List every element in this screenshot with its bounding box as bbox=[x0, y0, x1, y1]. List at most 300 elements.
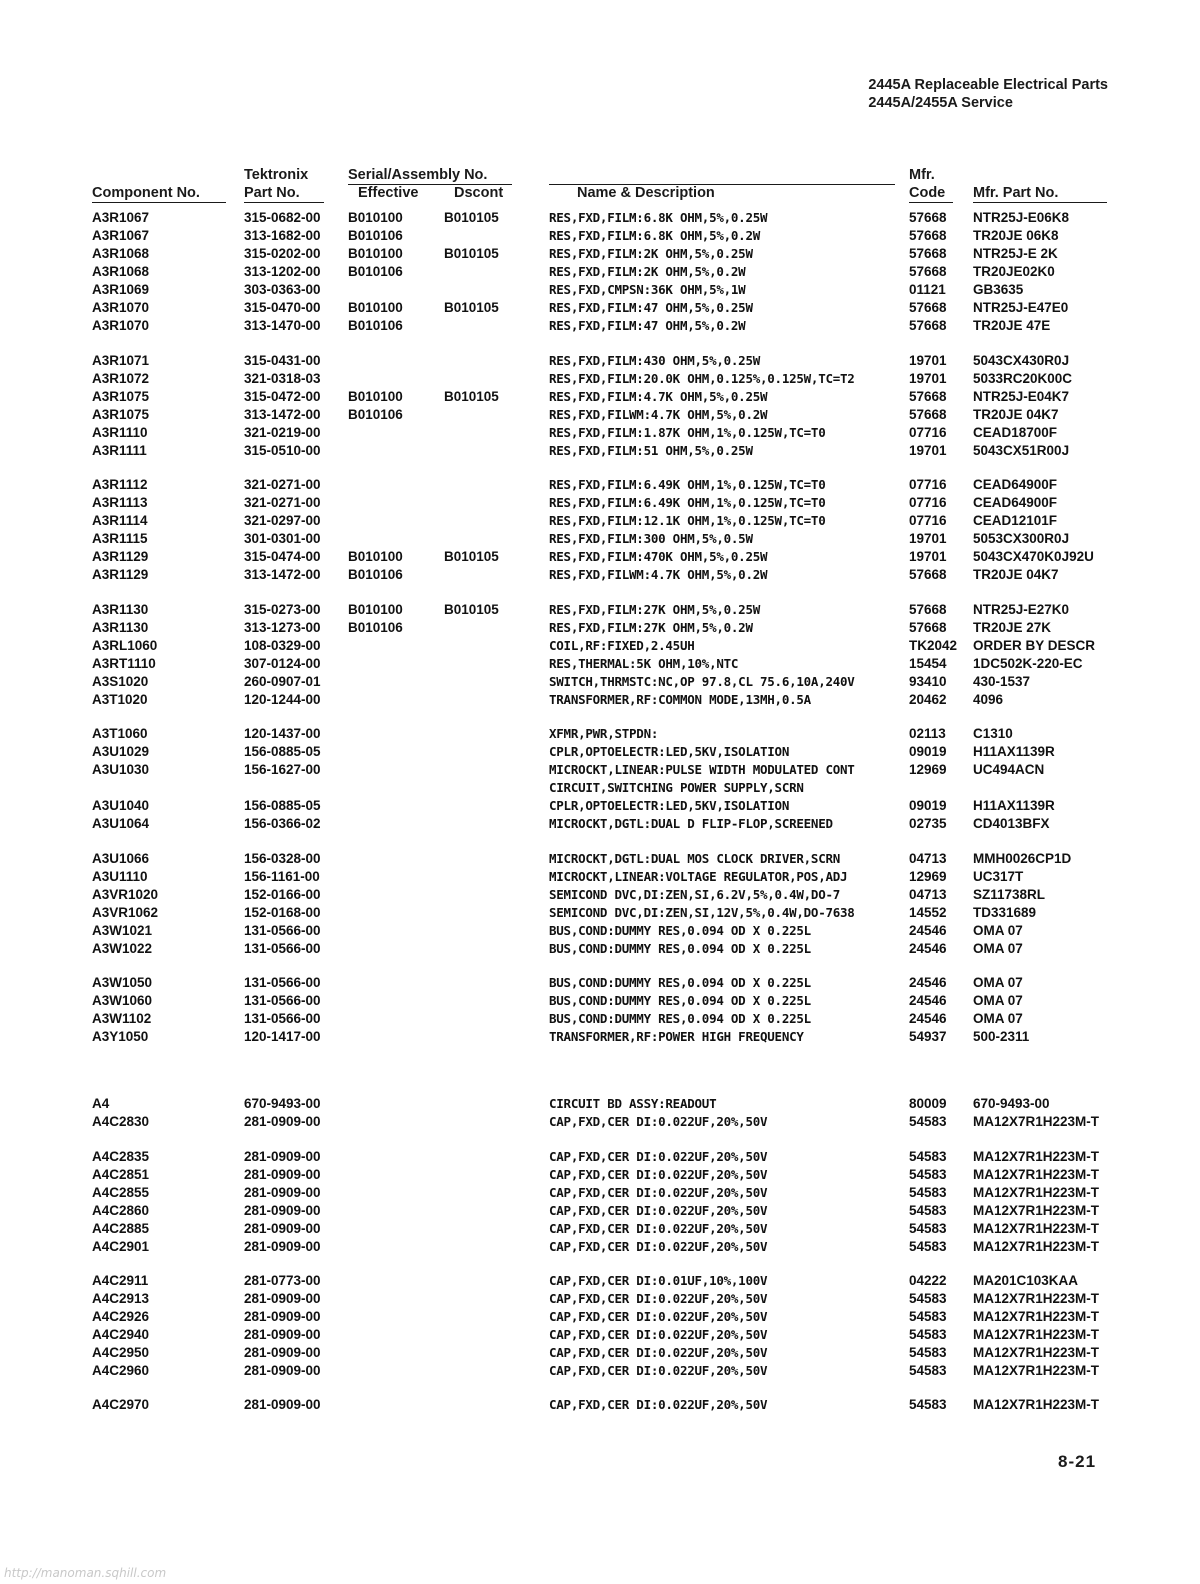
cell-description: CIRCUIT BD ASSY:READOUT bbox=[549, 1096, 717, 1111]
cell-part-no: 281-0909-00 bbox=[244, 1327, 321, 1342]
table-row bbox=[0, 281, 1200, 299]
cell-part-no: 281-0909-00 bbox=[244, 1309, 321, 1324]
cell-mfr-part-no: H11AX1139R bbox=[973, 744, 1055, 759]
table-row bbox=[0, 992, 1200, 1010]
cell-mfr-code: 57668 bbox=[909, 602, 947, 617]
cell-component-no: A4C2913 bbox=[92, 1291, 150, 1306]
cell-mfr-code: 24546 bbox=[909, 975, 947, 990]
table-row bbox=[0, 743, 1200, 761]
col-head-dscont: Dscont bbox=[454, 185, 504, 201]
cell-part-no: 131-0566-00 bbox=[244, 923, 321, 938]
cell-component-no: A4C2926 bbox=[92, 1309, 150, 1324]
cell-component-no: A4C2860 bbox=[92, 1203, 150, 1218]
table-row bbox=[0, 725, 1200, 743]
cell-dscont: B010105 bbox=[444, 300, 499, 315]
table-row bbox=[0, 494, 1200, 512]
cell-part-no: 281-0909-00 bbox=[244, 1185, 321, 1200]
cell-mfr-code: 93410 bbox=[909, 674, 947, 689]
table-row bbox=[0, 601, 1200, 619]
cell-component-no: A4C2960 bbox=[92, 1363, 150, 1378]
col-head-mfr-part-no: Mfr. Part No. bbox=[973, 184, 1107, 203]
cell-component-no: A4C2970 bbox=[92, 1397, 150, 1412]
cell-mfr-code: 54583 bbox=[909, 1291, 947, 1306]
cell-effective: B010106 bbox=[348, 264, 403, 279]
table-row bbox=[0, 850, 1200, 868]
cell-component-no: A3W1050 bbox=[92, 975, 153, 990]
cell-component-no: A4C2885 bbox=[92, 1221, 150, 1236]
cell-mfr-part-no: 5043CX470K0J92U bbox=[973, 549, 1094, 564]
cell-mfr-part-no: TR20JE02K0 bbox=[973, 264, 1055, 279]
cell-dscont: B010105 bbox=[444, 246, 499, 261]
cell-mfr-code: 24546 bbox=[909, 993, 947, 1008]
cell-component-no: A3RL1060 bbox=[92, 638, 158, 653]
cell-description: RES,FXD,FILWM:4.7K OHM,5%,0.2W bbox=[549, 567, 768, 582]
cell-description: RES,FXD,FILM:47 OHM,5%,0.25W bbox=[549, 300, 753, 315]
cell-part-no: 313-1202-00 bbox=[244, 264, 321, 279]
cell-mfr-code: 54583 bbox=[909, 1309, 947, 1324]
cell-component-no: A3R1071 bbox=[92, 353, 150, 368]
cell-mfr-code: 57668 bbox=[909, 300, 947, 315]
cell-component-no: A3R1072 bbox=[92, 371, 150, 386]
cell-mfr-code: 19701 bbox=[909, 371, 947, 386]
cell-description: RES,FXD,FILM:300 OHM,5%,0.5W bbox=[549, 531, 753, 546]
cell-component-no: A3R1070 bbox=[92, 300, 150, 315]
cell-mfr-code: 09019 bbox=[909, 744, 947, 759]
cell-part-no: 670-9493-00 bbox=[244, 1096, 321, 1111]
cell-mfr-part-no: MA12X7R1H223M-T bbox=[973, 1327, 1100, 1342]
cell-description: BUS,COND:DUMMY RES,0.094 OD X 0.225L bbox=[549, 923, 811, 938]
cell-part-no: 152-0166-00 bbox=[244, 887, 321, 902]
cell-description: XFMR,PWR,STPDN: bbox=[549, 726, 659, 741]
cell-mfr-code: 02113 bbox=[909, 726, 946, 741]
cell-mfr-part-no: 5043CX430R0J bbox=[973, 353, 1070, 368]
header-title: 2445A Replaceable Electrical Parts bbox=[868, 77, 1108, 93]
cell-mfr-code: 07716 bbox=[909, 513, 947, 528]
table-row bbox=[0, 691, 1200, 709]
table-row bbox=[0, 1220, 1200, 1238]
cell-mfr-part-no: H11AX1139R bbox=[973, 798, 1055, 813]
cell-mfr-part-no: NTR25J-E47E0 bbox=[973, 300, 1069, 315]
cell-effective: B010100 bbox=[348, 389, 403, 404]
cell-description: RES,FXD,FILM:1.87K OHM,1%,0.125W,TC=T0 bbox=[549, 425, 826, 440]
cell-component-no: A3T1060 bbox=[92, 726, 148, 741]
cell-mfr-part-no: CEAD18700F bbox=[973, 425, 1058, 440]
cell-mfr-part-no: ORDER BY DESCR bbox=[973, 638, 1096, 653]
cell-component-no: A4C2830 bbox=[92, 1114, 150, 1129]
table-row bbox=[0, 209, 1200, 227]
cell-description: RES,FXD,FILM:2K OHM,5%,0.25W bbox=[549, 246, 753, 261]
table-row bbox=[0, 424, 1200, 442]
cell-component-no: A3U1030 bbox=[92, 762, 150, 777]
cell-mfr-code: 01121 bbox=[909, 282, 946, 297]
cell-mfr-part-no: MA12X7R1H223M-T bbox=[973, 1221, 1100, 1236]
cell-mfr-part-no: MA12X7R1H223M-T bbox=[973, 1167, 1100, 1182]
cell-mfr-part-no: TD331689 bbox=[973, 905, 1037, 920]
cell-mfr-part-no: 4096 bbox=[973, 692, 1004, 707]
cell-mfr-code: 24546 bbox=[909, 923, 947, 938]
cell-mfr-part-no: NTR25J-E 2K bbox=[973, 246, 1058, 261]
table-row bbox=[0, 940, 1200, 958]
cell-description: MICROCKT,LINEAR:VOLTAGE REGULATOR,POS,ADJ bbox=[549, 869, 848, 884]
cell-component-no: A3R1067 bbox=[92, 228, 150, 243]
table-row bbox=[0, 1308, 1200, 1326]
cell-component-no: A3U1040 bbox=[92, 798, 150, 813]
cell-mfr-code: 19701 bbox=[909, 353, 947, 368]
table-row bbox=[0, 442, 1200, 460]
cell-description: CAP,FXD,CER DI:0.022UF,20%,50V bbox=[549, 1203, 768, 1218]
cell-part-no: 260-0907-01 bbox=[244, 674, 321, 689]
cell-component-no: A3R1110 bbox=[92, 425, 148, 440]
cell-mfr-part-no: NTR25J-E04K7 bbox=[973, 389, 1070, 404]
cell-part-no: 281-0909-00 bbox=[244, 1167, 321, 1182]
cell-mfr-part-no: C1310 bbox=[973, 726, 1013, 741]
cell-mfr-code: 15454 bbox=[909, 656, 947, 671]
cell-description: CAP,FXD,CER DI:0.022UF,20%,50V bbox=[549, 1345, 768, 1360]
cell-mfr-code: 54583 bbox=[909, 1114, 947, 1129]
cell-mfr-code: 14552 bbox=[909, 905, 947, 920]
cell-component-no: A3U1064 bbox=[92, 816, 150, 831]
cell-part-no: 131-0566-00 bbox=[244, 1011, 321, 1026]
cell-mfr-part-no: 1DC502K-220-EC bbox=[973, 656, 1083, 671]
cell-mfr-part-no: MA12X7R1H223M-T bbox=[973, 1291, 1100, 1306]
table-row bbox=[0, 1272, 1200, 1290]
cell-component-no: A3R1115 bbox=[92, 531, 148, 546]
cell-mfr-part-no: UC317T bbox=[973, 869, 1024, 884]
cell-part-no: 303-0363-00 bbox=[244, 282, 321, 297]
cell-component-no: A3R1114 bbox=[92, 513, 148, 528]
cell-mfr-code: 12969 bbox=[909, 762, 947, 777]
cell-mfr-part-no: CEAD64900F bbox=[973, 495, 1058, 510]
cell-mfr-part-no: MA12X7R1H223M-T bbox=[973, 1239, 1100, 1254]
cell-part-no: 120-1244-00 bbox=[244, 692, 321, 707]
cell-effective: B010100 bbox=[348, 300, 403, 315]
cell-component-no: A4 bbox=[92, 1096, 110, 1111]
cell-mfr-part-no: 430-1537 bbox=[973, 674, 1031, 689]
cell-component-no: A3R1113 bbox=[92, 495, 148, 510]
cell-part-no: 281-0909-00 bbox=[244, 1239, 321, 1254]
cell-mfr-code: 19701 bbox=[909, 531, 947, 546]
cell-mfr-code: 04222 bbox=[909, 1273, 947, 1288]
table-row bbox=[0, 1344, 1200, 1362]
cell-component-no: A4C2835 bbox=[92, 1149, 150, 1164]
cell-mfr-part-no: MA12X7R1H223M-T bbox=[973, 1203, 1100, 1218]
cell-description: RES,FXD,FILM:12.1K OHM,1%,0.125W,TC=T0 bbox=[549, 513, 826, 528]
table-row bbox=[0, 1148, 1200, 1166]
cell-effective: B010100 bbox=[348, 246, 403, 261]
cell-description: BUS,COND:DUMMY RES,0.094 OD X 0.225L bbox=[549, 975, 811, 990]
table-row bbox=[0, 1238, 1200, 1256]
cell-mfr-code: 57668 bbox=[909, 389, 947, 404]
cell-component-no: A3VR1062 bbox=[92, 905, 159, 920]
cell-component-no: A3R1068 bbox=[92, 264, 150, 279]
cell-mfr-code: 54937 bbox=[909, 1029, 947, 1044]
cell-mfr-code: 02735 bbox=[909, 816, 947, 831]
cell-description: RES,FXD,FILM:27K OHM,5%,0.25W bbox=[549, 602, 760, 617]
cell-component-no: A3R1075 bbox=[92, 389, 150, 404]
cell-effective: B010100 bbox=[348, 210, 403, 225]
cell-part-no: 120-1437-00 bbox=[244, 726, 321, 741]
cell-description: RES,THERMAL:5K OHM,10%,NTC bbox=[549, 656, 739, 671]
table-row bbox=[0, 1095, 1200, 1113]
col-head-mfr: Mfr. bbox=[909, 167, 935, 183]
cell-mfr-code: 20462 bbox=[909, 692, 947, 707]
cell-component-no: A4C2950 bbox=[92, 1345, 150, 1360]
cell-part-no: 156-1627-00 bbox=[244, 762, 321, 777]
cell-part-no: 313-1472-00 bbox=[244, 407, 321, 422]
cell-part-no: 313-1273-00 bbox=[244, 620, 321, 635]
table-row bbox=[0, 1010, 1200, 1028]
cell-part-no: 131-0566-00 bbox=[244, 975, 321, 990]
cell-description: CAP,FXD,CER DI:0.022UF,20%,50V bbox=[549, 1185, 768, 1200]
cell-description: SWITCH,THRMSTC:NC,OP 97.8,CL 75.6,10A,240V bbox=[549, 674, 855, 689]
cell-component-no: A3R1129 bbox=[92, 549, 149, 564]
table-row bbox=[0, 886, 1200, 904]
cell-component-no: A3R1130 bbox=[92, 602, 149, 617]
cell-mfr-part-no: MA12X7R1H223M-T bbox=[973, 1345, 1100, 1360]
cell-description: BUS,COND:DUMMY RES,0.094 OD X 0.225L bbox=[549, 941, 811, 956]
table-row bbox=[0, 548, 1200, 566]
cell-mfr-code: 54583 bbox=[909, 1345, 947, 1360]
table-row bbox=[0, 388, 1200, 406]
cell-mfr-part-no: 5053CX300R0J bbox=[973, 531, 1070, 546]
cell-part-no: 156-0366-02 bbox=[244, 816, 321, 831]
cell-component-no: A3R1069 bbox=[92, 282, 150, 297]
cell-part-no: 321-0297-00 bbox=[244, 513, 321, 528]
table-row bbox=[0, 797, 1200, 815]
cell-part-no: 315-0472-00 bbox=[244, 389, 321, 404]
cell-part-no: 315-0474-00 bbox=[244, 549, 321, 564]
table-row bbox=[0, 245, 1200, 263]
cell-description: CAP,FXD,CER DI:0.022UF,20%,50V bbox=[549, 1149, 768, 1164]
table-row bbox=[0, 317, 1200, 335]
table-row bbox=[0, 566, 1200, 584]
table-row bbox=[0, 476, 1200, 494]
cell-part-no: 313-1470-00 bbox=[244, 318, 321, 333]
cell-description: MICROCKT,LINEAR:PULSE WIDTH MODULATED CONT bbox=[549, 762, 855, 777]
cell-part-no: 120-1417-00 bbox=[244, 1029, 321, 1044]
cell-mfr-part-no: UC494ACN bbox=[973, 762, 1045, 777]
cell-part-no: 301-0301-00 bbox=[244, 531, 321, 546]
cell-effective: B010106 bbox=[348, 407, 403, 422]
cell-mfr-part-no: 670-9493-00 bbox=[973, 1096, 1050, 1111]
cell-mfr-code: 24546 bbox=[909, 1011, 947, 1026]
cell-description: RES,FXD,FILM:470K OHM,5%,0.25W bbox=[549, 549, 768, 564]
cell-description: CPLR,OPTOELECTR:LED,5KV,ISOLATION bbox=[549, 798, 790, 813]
cell-component-no: A3R1075 bbox=[92, 407, 150, 422]
cell-description: CAP,FXD,CER DI:0.022UF,20%,50V bbox=[549, 1309, 768, 1324]
cell-component-no: A3R1112 bbox=[92, 477, 148, 492]
cell-mfr-code: 57668 bbox=[909, 620, 947, 635]
table-row bbox=[0, 1113, 1200, 1131]
cell-description: BUS,COND:DUMMY RES,0.094 OD X 0.225L bbox=[549, 1011, 811, 1026]
cell-mfr-part-no: OMA 07 bbox=[973, 975, 1023, 990]
cell-part-no: 156-0328-00 bbox=[244, 851, 321, 866]
cell-component-no: A3W1060 bbox=[92, 993, 153, 1008]
cell-mfr-part-no: CEAD12101F bbox=[973, 513, 1058, 528]
cell-component-no: A3T1020 bbox=[92, 692, 148, 707]
cell-mfr-code: 04713 bbox=[909, 887, 947, 902]
header-subtitle: 2445A/2455A Service bbox=[868, 95, 1013, 111]
cell-description: CAP,FXD,CER DI:0.022UF,20%,50V bbox=[549, 1167, 768, 1182]
cell-effective: B010100 bbox=[348, 602, 403, 617]
cell-mfr-part-no: GB3635 bbox=[973, 282, 1024, 297]
cell-component-no: A3U1029 bbox=[92, 744, 150, 759]
cell-mfr-part-no: OMA 07 bbox=[973, 923, 1023, 938]
table-row bbox=[0, 904, 1200, 922]
cell-part-no: 315-0470-00 bbox=[244, 300, 321, 315]
cell-mfr-part-no: TR20JE 06K8 bbox=[973, 228, 1059, 243]
cell-part-no: 156-1161-00 bbox=[244, 869, 320, 884]
table-row bbox=[0, 1290, 1200, 1308]
cell-description: COIL,RF:FIXED,2.45UH bbox=[549, 638, 695, 653]
cell-mfr-code: 19701 bbox=[909, 549, 947, 564]
cell-mfr-code: 12969 bbox=[909, 869, 947, 884]
cell-mfr-code: 04713 bbox=[909, 851, 947, 866]
cell-description: TRANSFORMER,RF:COMMON MODE,13MH,0.5A bbox=[549, 692, 811, 707]
table-row bbox=[0, 619, 1200, 637]
cell-part-no: 281-0909-00 bbox=[244, 1363, 321, 1378]
cell-dscont: B010105 bbox=[444, 389, 499, 404]
cell-description: RES,FXD,FILM:6.8K OHM,5%,0.2W bbox=[549, 228, 760, 243]
table-row bbox=[0, 1028, 1200, 1046]
table-row bbox=[0, 868, 1200, 886]
cell-component-no: A3R1130 bbox=[92, 620, 149, 635]
cell-mfr-part-no: MA12X7R1H223M-T bbox=[973, 1397, 1100, 1412]
cell-dscont: B010105 bbox=[444, 210, 499, 225]
cell-component-no: A4C2901 bbox=[92, 1239, 150, 1254]
cell-description: RES,FXD,FILM:4.7K OHM,5%,0.25W bbox=[549, 389, 768, 404]
cell-mfr-part-no: TR20JE 04K7 bbox=[973, 407, 1059, 422]
cell-component-no: A3R1129 bbox=[92, 567, 149, 582]
cell-effective: B010100 bbox=[348, 549, 403, 564]
cell-part-no: 156-0885-05 bbox=[244, 798, 321, 813]
cell-mfr-part-no: SZ11738RL bbox=[973, 887, 1046, 902]
table-row bbox=[0, 673, 1200, 691]
cell-mfr-code: TK2042 bbox=[909, 638, 958, 653]
cell-description: MICROCKT,DGTL:DUAL MOS CLOCK DRIVER,SCRN bbox=[549, 851, 841, 866]
cell-part-no: 281-0909-00 bbox=[244, 1149, 321, 1164]
watermark: http://manoman.sqhill.com bbox=[4, 1566, 167, 1580]
cell-mfr-code: 54583 bbox=[909, 1203, 947, 1218]
cell-mfr-part-no: OMA 07 bbox=[973, 1011, 1023, 1026]
cell-component-no: A3Y1050 bbox=[92, 1029, 149, 1044]
cell-mfr-code: 57668 bbox=[909, 210, 947, 225]
cell-description: RES,FXD,FILM:47 OHM,5%,0.2W bbox=[549, 318, 746, 333]
cell-part-no: 321-0271-00 bbox=[244, 477, 321, 492]
cell-part-no: 315-0510-00 bbox=[244, 443, 321, 458]
cell-description: CAP,FXD,CER DI:0.022UF,20%,50V bbox=[549, 1221, 768, 1236]
table-row bbox=[0, 370, 1200, 388]
cell-mfr-code: 57668 bbox=[909, 567, 947, 582]
cell-mfr-code: 54583 bbox=[909, 1185, 947, 1200]
cell-part-no: 281-0909-00 bbox=[244, 1291, 321, 1306]
col-head-code: Code bbox=[909, 184, 953, 203]
cell-mfr-part-no: CEAD64900F bbox=[973, 477, 1058, 492]
cell-component-no: A3U1110 bbox=[92, 869, 148, 884]
cell-mfr-code: 07716 bbox=[909, 477, 947, 492]
cell-part-no: 313-1472-00 bbox=[244, 567, 321, 582]
cell-mfr-code: 54583 bbox=[909, 1397, 947, 1412]
table-row bbox=[0, 1166, 1200, 1184]
cell-mfr-part-no: MA12X7R1H223M-T bbox=[973, 1309, 1100, 1324]
cell-description: CIRCUIT,SWITCHING POWER SUPPLY,SCRN bbox=[549, 780, 804, 795]
cell-component-no: A3W1021 bbox=[92, 923, 153, 938]
cell-part-no: 321-0318-03 bbox=[244, 371, 321, 386]
cell-mfr-code: 57668 bbox=[909, 407, 947, 422]
cell-component-no: A3R1068 bbox=[92, 246, 150, 261]
table-row bbox=[0, 263, 1200, 281]
cell-mfr-code: 57668 bbox=[909, 264, 947, 279]
cell-description: BUS,COND:DUMMY RES,0.094 OD X 0.225L bbox=[549, 993, 811, 1008]
cell-description: RES,FXD,FILM:6.49K OHM,1%,0.125W,TC=T0 bbox=[549, 477, 826, 492]
cell-component-no: A4C2911 bbox=[92, 1273, 149, 1288]
cell-part-no: 321-0219-00 bbox=[244, 425, 321, 440]
cell-part-no: 315-0273-00 bbox=[244, 602, 321, 617]
cell-mfr-part-no: 500-2311 bbox=[973, 1029, 1030, 1044]
cell-component-no: A3R1070 bbox=[92, 318, 150, 333]
cell-description: CAP,FXD,CER DI:0.022UF,20%,50V bbox=[549, 1397, 768, 1412]
cell-mfr-part-no: MA201C103KAA bbox=[973, 1273, 1079, 1288]
cell-description: CAP,FXD,CER DI:0.022UF,20%,50V bbox=[549, 1239, 768, 1254]
cell-component-no: A4C2851 bbox=[92, 1167, 150, 1182]
cell-description: RES,FXD,CMPSN:36K OHM,5%,1W bbox=[549, 282, 746, 297]
cell-mfr-part-no: MA12X7R1H223M-T bbox=[973, 1363, 1100, 1378]
cell-mfr-code: 24546 bbox=[909, 941, 947, 956]
cell-description: RES,FXD,FILM:430 OHM,5%,0.25W bbox=[549, 353, 760, 368]
table-row bbox=[0, 352, 1200, 370]
col-head-effective: Effective bbox=[358, 185, 419, 201]
cell-mfr-part-no: NTR25J-E27K0 bbox=[973, 602, 1070, 617]
cell-mfr-code: 54583 bbox=[909, 1221, 947, 1236]
cell-mfr-code: 80009 bbox=[909, 1096, 947, 1111]
cell-mfr-code: 57668 bbox=[909, 246, 947, 261]
col-head-component-no: Component No. bbox=[92, 184, 226, 203]
cell-mfr-part-no: OMA 07 bbox=[973, 941, 1023, 956]
cell-component-no: A3VR1020 bbox=[92, 887, 159, 902]
cell-part-no: 281-0773-00 bbox=[244, 1273, 321, 1288]
cell-mfr-part-no: MA12X7R1H223M-T bbox=[973, 1149, 1100, 1164]
cell-part-no: 315-0431-00 bbox=[244, 353, 321, 368]
cell-description: CAP,FXD,CER DI:0.022UF,20%,50V bbox=[549, 1291, 768, 1306]
cell-component-no: A3RT1110 bbox=[92, 656, 156, 671]
cell-mfr-code: 07716 bbox=[909, 495, 947, 510]
cell-part-no: 131-0566-00 bbox=[244, 993, 321, 1008]
cell-mfr-part-no: CD4013BFX bbox=[973, 816, 1050, 831]
cell-description: SEMICOND DVC,DI:ZEN,SI,12V,5%,0.4W,DO-7638 bbox=[549, 905, 855, 920]
cell-mfr-part-no: MA12X7R1H223M-T bbox=[973, 1114, 1100, 1129]
table-row bbox=[0, 530, 1200, 548]
table-row bbox=[0, 512, 1200, 530]
cell-part-no: 313-1682-00 bbox=[244, 228, 321, 243]
cell-mfr-part-no: TR20JE 04K7 bbox=[973, 567, 1059, 582]
table-row bbox=[0, 922, 1200, 940]
cell-part-no: 108-0329-00 bbox=[244, 638, 321, 653]
table-row bbox=[0, 974, 1200, 992]
col-head-part-no: Part No. bbox=[244, 184, 324, 203]
cell-description: MICROCKT,DGTL:DUAL D FLIP-FLOP,SCREENED bbox=[549, 816, 833, 831]
cell-description: CPLR,OPTOELECTR:LED,5KV,ISOLATION bbox=[549, 744, 790, 759]
cell-mfr-part-no: MMH0026CP1D bbox=[973, 851, 1072, 866]
cell-effective: B010106 bbox=[348, 620, 403, 635]
cell-description: CAP,FXD,CER DI:0.022UF,20%,50V bbox=[549, 1114, 768, 1129]
cell-description: RES,FXD,FILM:20.0K OHM,0.125%,0.125W,TC=T2 bbox=[549, 371, 855, 386]
cell-effective: B010106 bbox=[348, 567, 403, 582]
table-row bbox=[0, 1184, 1200, 1202]
cell-mfr-code: 07716 bbox=[909, 425, 947, 440]
cell-description: RES,FXD,FILM:6.49K OHM,1%,0.125W,TC=T0 bbox=[549, 495, 826, 510]
cell-mfr-part-no: OMA 07 bbox=[973, 993, 1023, 1008]
cell-part-no: 281-0909-00 bbox=[244, 1203, 321, 1218]
